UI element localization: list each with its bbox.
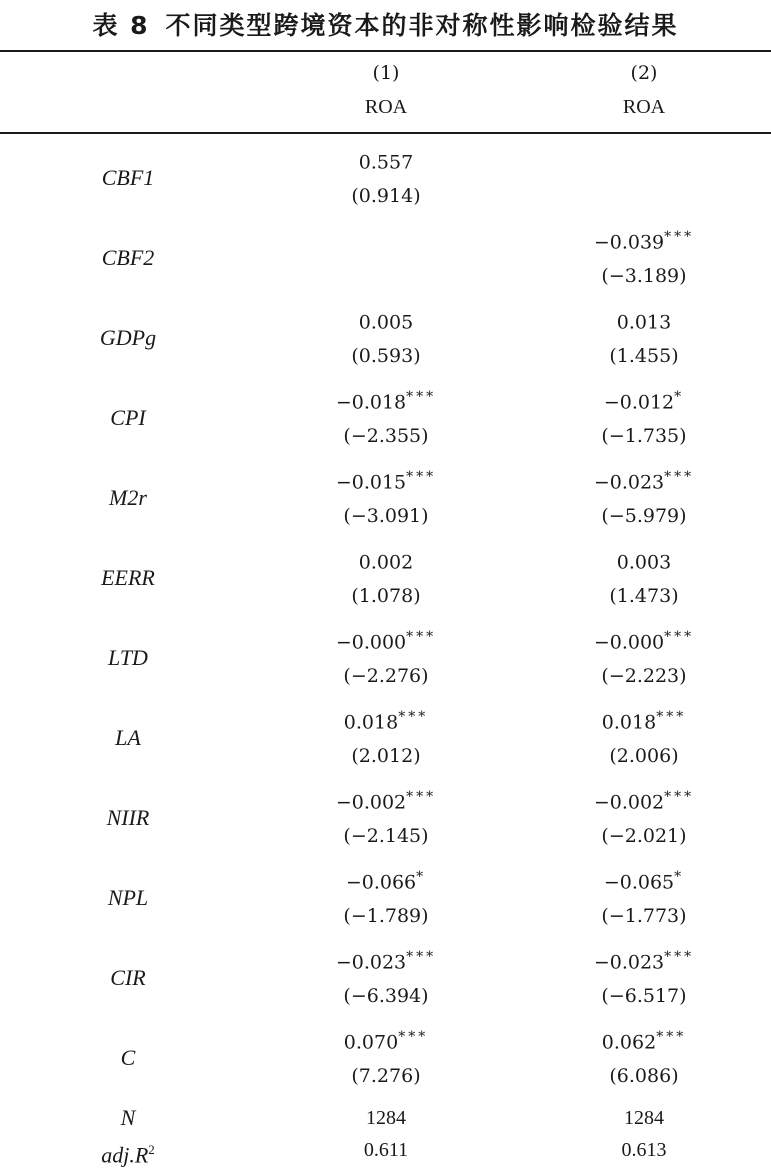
coefficient xyxy=(256,1018,516,1056)
coefficient-value: −0.012 xyxy=(603,391,675,414)
significance-stars: *** xyxy=(664,629,695,645)
t-statistic: (−3.091) xyxy=(343,505,429,527)
variable-name: EERR xyxy=(101,565,155,590)
coefficient xyxy=(256,618,516,656)
column-number: (2) xyxy=(630,62,658,84)
table-row xyxy=(0,618,771,698)
significance-stars: * xyxy=(674,389,685,405)
coefficient-cell xyxy=(256,938,516,1018)
adj-r2-row xyxy=(0,1130,771,1170)
coefficient-value: 0.005 xyxy=(358,311,414,334)
column-header-1 xyxy=(256,56,516,124)
coefficient-cell xyxy=(514,1018,771,1098)
t-statistic: (1.078) xyxy=(351,585,421,607)
t-statistic: (2.012) xyxy=(351,745,421,767)
variable-name: C xyxy=(120,1045,136,1070)
t-statistic xyxy=(514,176,771,216)
t-statistic: (−6.394) xyxy=(343,985,429,1007)
coefficient-value: 0.018 xyxy=(601,711,657,734)
coefficient-value: −0.065 xyxy=(603,871,675,894)
header-rule xyxy=(0,132,771,134)
coefficient-cell xyxy=(514,538,771,618)
coefficient-value: 0.557 xyxy=(358,151,414,174)
coefficient-cell xyxy=(256,538,516,618)
adj-r2-value: 0.613 xyxy=(621,1139,667,1161)
coefficient xyxy=(514,778,771,816)
column-number: (1) xyxy=(372,62,400,84)
significance-stars: *** xyxy=(398,709,429,725)
significance-stars: * xyxy=(674,869,685,885)
coefficient-cell xyxy=(256,778,516,858)
coefficient-cell xyxy=(514,698,771,778)
coefficient xyxy=(514,538,771,576)
coefficient xyxy=(256,938,516,976)
coefficient-value: 0.002 xyxy=(358,551,414,574)
coefficient-value: 0.070 xyxy=(343,1031,399,1054)
coefficient-value: 0.062 xyxy=(601,1031,657,1054)
significance-stars: *** xyxy=(664,789,695,805)
significance-stars: *** xyxy=(664,469,695,485)
variable-name: CBF2 xyxy=(101,245,155,270)
coefficient-value: −0.000 xyxy=(593,631,665,654)
variable-name: NPL xyxy=(107,885,149,910)
t-statistic: (2.006) xyxy=(609,745,679,767)
significance-stars: *** xyxy=(664,949,695,965)
coefficient xyxy=(514,298,771,336)
significance-stars: * xyxy=(416,869,427,885)
t-statistic: (−1.773) xyxy=(601,905,687,927)
coefficient-value: −0.018 xyxy=(335,391,407,414)
significance-stars: *** xyxy=(406,949,437,965)
coefficient-cell xyxy=(514,858,771,938)
significance-stars: *** xyxy=(664,229,695,245)
coefficient-cell xyxy=(514,138,771,218)
variable-name: LTD xyxy=(108,645,148,670)
row-label xyxy=(0,1130,256,1170)
table-title xyxy=(0,6,771,42)
coefficient xyxy=(256,538,516,576)
significance-stars: *** xyxy=(406,469,437,485)
table-label: 表 8 xyxy=(92,11,150,40)
coefficient-value: −0.066 xyxy=(345,871,417,894)
coefficient xyxy=(514,458,771,496)
t-statistic: (0.593) xyxy=(351,345,421,367)
coefficient-cell xyxy=(256,138,516,218)
coefficient-value: −0.002 xyxy=(335,791,407,814)
table-row xyxy=(0,218,771,298)
significance-stars: *** xyxy=(406,389,437,405)
coefficient-cell xyxy=(514,778,771,858)
table-row xyxy=(0,698,771,778)
variable-name: GDPg xyxy=(99,325,157,350)
table-body xyxy=(0,138,771,1098)
t-statistic: (−1.789) xyxy=(343,905,429,927)
t-statistic: (1.455) xyxy=(609,345,679,367)
coefficient-cell xyxy=(256,1018,516,1098)
table-caption: 不同类型跨境资本的非对称性影响检验结果 xyxy=(165,11,679,40)
t-statistic: (−2.223) xyxy=(601,665,687,687)
coefficient-cell xyxy=(256,698,516,778)
variable-name: NIIR xyxy=(106,805,150,830)
column-header-2 xyxy=(514,56,771,124)
variable-name: CPI xyxy=(110,405,146,430)
column-dependent-variable: ROA xyxy=(622,96,666,118)
t-statistic: (7.276) xyxy=(351,1065,421,1087)
significance-stars: *** xyxy=(656,1029,687,1045)
variable-name: CBF1 xyxy=(101,165,155,190)
t-statistic: (1.473) xyxy=(609,585,679,607)
t-statistic: (−1.735) xyxy=(601,425,687,447)
t-statistic: (−2.021) xyxy=(601,825,687,847)
coefficient-cell xyxy=(256,458,516,538)
coefficient xyxy=(514,138,771,176)
coefficient xyxy=(514,858,771,896)
coefficient-cell xyxy=(256,298,516,378)
significance-stars: *** xyxy=(398,1029,429,1045)
coefficient xyxy=(514,698,771,736)
coefficient-value: 0.003 xyxy=(616,551,672,574)
significance-stars: *** xyxy=(656,709,687,725)
t-statistic: (0.914) xyxy=(351,185,421,207)
coefficient-cell xyxy=(256,618,516,698)
variable-name: LA xyxy=(115,725,141,750)
t-statistic xyxy=(256,256,516,296)
table-row xyxy=(0,458,771,538)
top-rule xyxy=(0,50,771,52)
coefficient xyxy=(256,458,516,496)
t-statistic: (−2.355) xyxy=(343,425,429,447)
coefficient-value: −0.039 xyxy=(593,231,665,254)
table-row xyxy=(0,538,771,618)
table-row xyxy=(0,378,771,458)
coefficient xyxy=(256,858,516,896)
table-row xyxy=(0,858,771,938)
coefficient-cell xyxy=(514,618,771,698)
coefficient-cell xyxy=(514,458,771,538)
coefficient xyxy=(514,618,771,656)
coefficient-value: −0.023 xyxy=(335,951,407,974)
t-statistic: (−5.979) xyxy=(601,505,687,527)
table-row xyxy=(0,138,771,218)
coefficient xyxy=(256,218,516,256)
column-dependent-variable: ROA xyxy=(364,96,408,118)
coefficient-value: 0.013 xyxy=(616,311,672,334)
t-statistic: (−6.517) xyxy=(601,985,687,1007)
r2-label: adj.R xyxy=(101,1142,149,1168)
t-statistic: (6.086) xyxy=(609,1065,679,1087)
t-statistic: (−3.189) xyxy=(601,265,687,287)
coefficient-cell xyxy=(514,298,771,378)
t-statistic: (−2.276) xyxy=(343,665,429,687)
coefficient-cell xyxy=(514,218,771,298)
coefficient-cell xyxy=(256,218,516,298)
significance-stars: *** xyxy=(406,629,437,645)
coefficient xyxy=(256,778,516,816)
coefficient-cell xyxy=(256,378,516,458)
significance-stars: *** xyxy=(406,789,437,805)
coefficient xyxy=(256,698,516,736)
table-row xyxy=(0,298,771,378)
coefficient-value: −0.015 xyxy=(335,471,407,494)
table-row xyxy=(0,938,771,1018)
table-row xyxy=(0,778,771,858)
coefficient xyxy=(514,938,771,976)
coefficient-value: 0.018 xyxy=(343,711,399,734)
coefficient xyxy=(256,298,516,336)
coefficient xyxy=(514,218,771,256)
table-row xyxy=(0,1018,771,1098)
adj-r2-value: 0.611 xyxy=(363,1139,409,1161)
t-statistic: (−2.145) xyxy=(343,825,429,847)
row-label: N xyxy=(120,1105,136,1130)
variable-name: M2r xyxy=(109,485,147,510)
coefficient-cell xyxy=(514,378,771,458)
coefficient xyxy=(514,378,771,416)
coefficient-value: −0.023 xyxy=(593,951,665,974)
coefficient-value: −0.023 xyxy=(593,471,665,494)
coefficient-value: −0.000 xyxy=(335,631,407,654)
coefficient xyxy=(514,1018,771,1056)
r2-superscript: 2 xyxy=(148,1142,155,1157)
observations-value: 1284 xyxy=(624,1107,664,1129)
coefficient-value: −0.002 xyxy=(593,791,665,814)
variable-name: CIR xyxy=(110,965,146,990)
observations-value: 1284 xyxy=(366,1107,406,1129)
coefficient xyxy=(256,138,516,176)
coefficient-cell xyxy=(256,858,516,938)
coefficient-cell xyxy=(514,938,771,1018)
coefficient xyxy=(256,378,516,416)
